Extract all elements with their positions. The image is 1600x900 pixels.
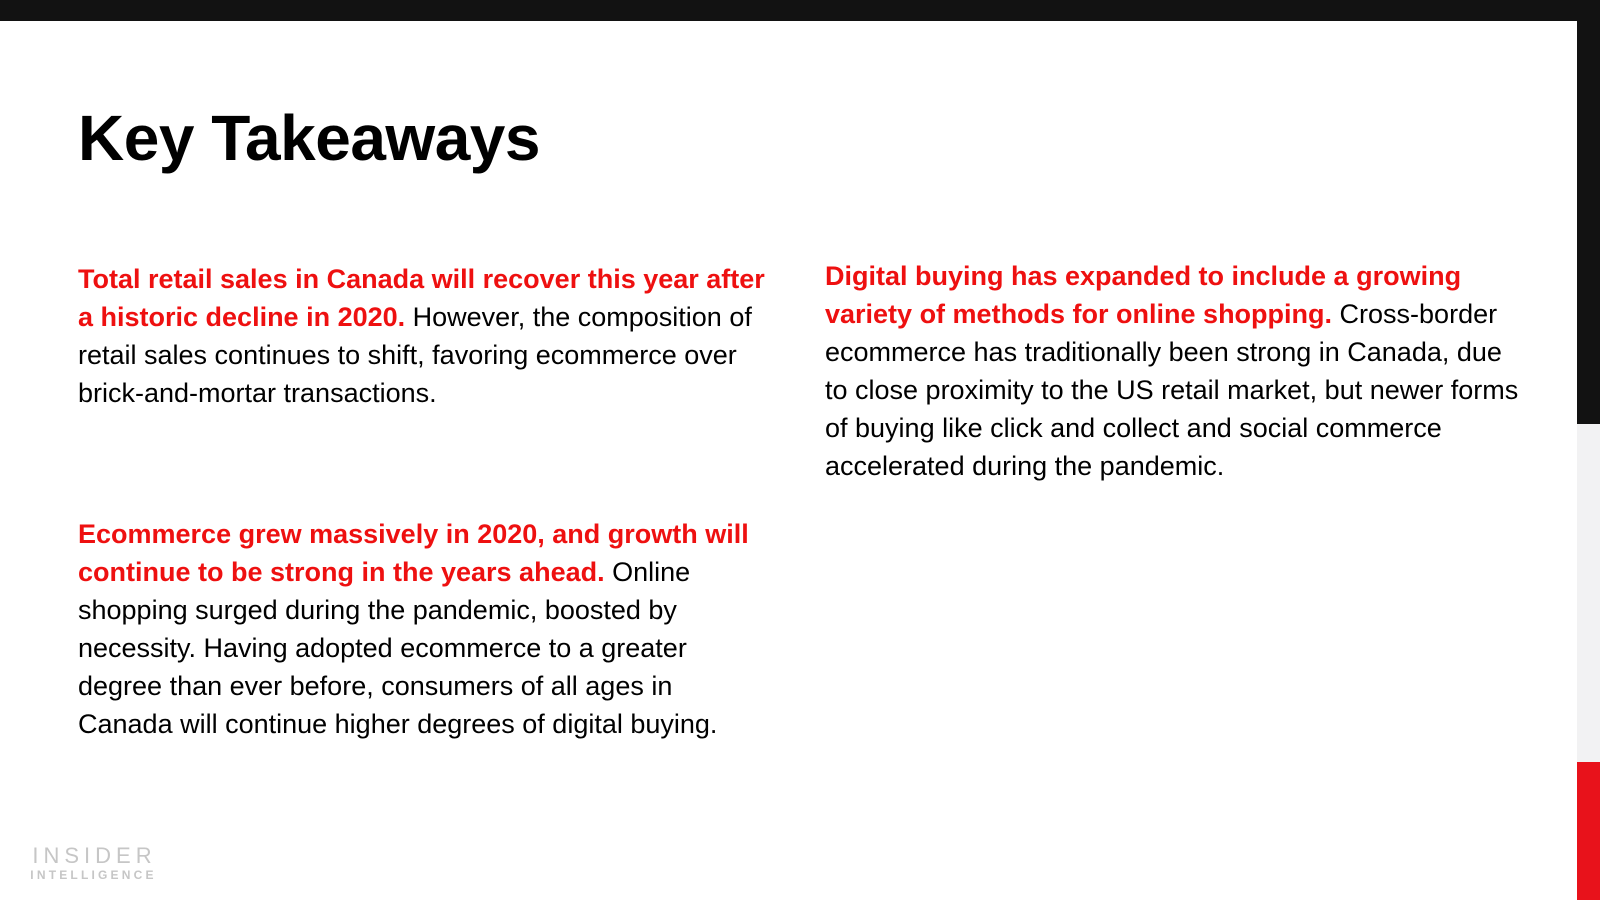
takeaway-3-body: Cross-border ecommerce has traditionally been strong in Canada, due to close proximity to the US retail market, but newer forms of buying like click and collect and social commerce accelerated during the pandemic. [825, 299, 1519, 481]
insider-intelligence-logo [22, 845, 162, 881]
top-accent-bar [0, 0, 1600, 21]
takeaway-1-lead: Total retail sales in Canada will recover this year after a historic decline in 2020. [78, 264, 765, 332]
strip-gray-segment [1577, 424, 1600, 762]
takeaway-paragraph-2 [78, 515, 770, 743]
takeaway-paragraph-1 [78, 260, 770, 412]
strip-red-segment [1577, 762, 1600, 900]
takeaway-1-body: However, the composition of retail sales continues to shift, favoring ecommerce over brick-and-mortar transactions. [78, 302, 752, 408]
logo-intelligence-text: INTELLIGENCE [30, 868, 157, 882]
takeaway-3-lead: Digital buying has expanded to include a growing variety of methods for online shopping. [825, 261, 1462, 329]
takeaway-2-body: Online shopping surged during the pandemic, boosted by necessity. Having adopted ecommerce to a greater degree than ever before, consumers of all ages in Canada will continue higher degrees of digital buying. [78, 557, 718, 739]
takeaways-left-column [78, 260, 770, 743]
page-title: Key Takeaways [78, 102, 540, 174]
takeaway-2-lead: Ecommerce grew massively in 2020, and growth will continue to be strong in the years ahead. [78, 519, 749, 587]
logo-insider-text: INSIDER [32, 843, 157, 868]
takeaways-right-column [825, 257, 1525, 485]
right-edge-accent-strip [1577, 0, 1600, 900]
takeaway-paragraph-3 [825, 257, 1525, 485]
strip-black-segment [1577, 0, 1600, 424]
